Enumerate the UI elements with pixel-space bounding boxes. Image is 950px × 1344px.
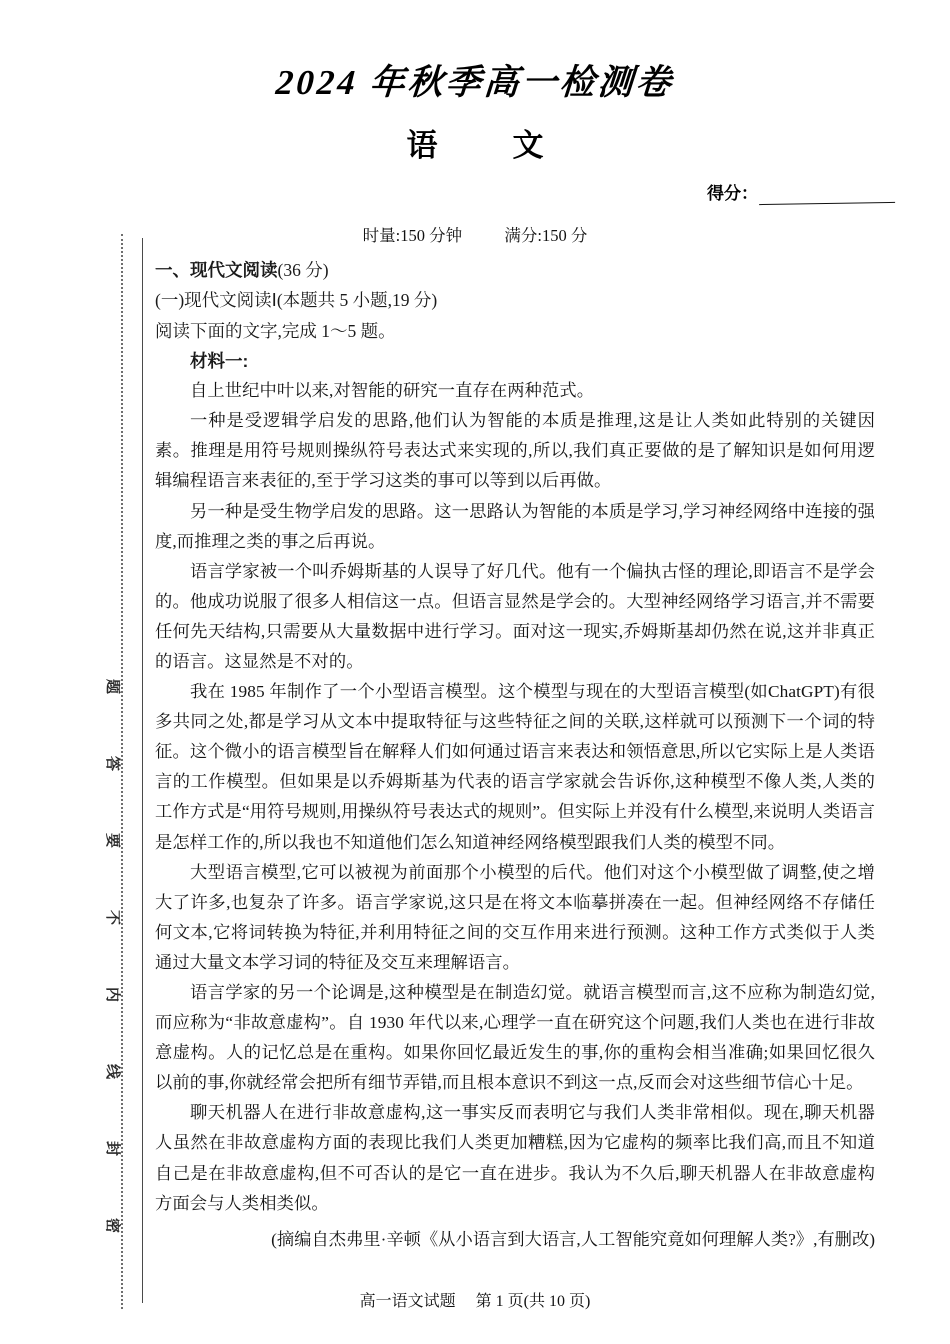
material-label: 材料一: xyxy=(190,350,249,371)
margin-solid-rule xyxy=(142,238,143,1303)
body-paragraph: 另一种是受生物学启发的思路。这一思路认为智能的本质是学习,学习神经网络中连接的强度,而推理之类的事之后再说。 xyxy=(155,501,875,551)
score-box xyxy=(707,179,895,204)
reading-instruction: 阅读下面的文字,完成 1～5 题。 xyxy=(155,320,396,341)
footer-paper-name: 高一语文试题 xyxy=(359,1293,456,1310)
score-label: 得分： xyxy=(707,184,758,203)
exam-title: 2024 年秋季高一检测卷 xyxy=(274,63,676,102)
source-attribution: (摘编自杰弗里·辛顿《从小语言到大语言,人工智能究竟如何理解人类?》,有删改) xyxy=(271,1229,875,1249)
footer-page-info: 第 1 页(共 10 页) xyxy=(475,1293,591,1310)
full-marks: 满分:150 分 xyxy=(504,226,588,245)
score-blank[interactable] xyxy=(759,189,895,205)
body-paragraph: 语言学家的另一个论调是,这种模型是在制造幻觉。就语言模型而言,这不应称为制造幻觉,而应称为“非故意虚构”。自 1930 年代以来,心理学一直在研究这个问题,我们人类也在进行非故意虚构。人的记忆总是在重构。如果你回忆最近发生的事,你的重构会相当准确;如果回忆很久以前的事,你就经常会把所有细节弄错,而且根本意识不到这一点,反而会对这些细节信心十足。 xyxy=(155,983,875,1093)
body-paragraph: 我在 1985 年制作了一个小型语言模型。这个模型与现在的大型语言模型(如ChatGPT)有很多共同之处,都是学习从文本中提取特征与这些特征之间的关联,这样就可以预测下一个词的特征。这个微小的语言模型旨在解释人们如何通过语言来表达和领悟意思,所以它实际上是人类语言的工作模型。但如果是以乔姆斯基为代表的语言学家就会告诉你,这种模型不像人类,人类的工作方式是“用符号规则,用操纵符号表达式的规则”。但实际上并没有什么模型,来说明人类语言是怎样工作的,所以我也不知道他们怎么知道神经网络模型跟我们人类的模型不同。 xyxy=(155,682,875,852)
section-points: (36 分) xyxy=(277,260,329,280)
section-heading-1 xyxy=(155,258,875,283)
seal-notice-text: 密封线内不要答题 xyxy=(104,678,120,1295)
section-heading-text: 一、现代文阅读 xyxy=(155,260,278,280)
time-limit: 时量:150 分钟 xyxy=(362,226,463,245)
subsection-heading: (一)现代文阅读Ⅰ(本题共 5 小题,19 分) xyxy=(155,290,438,311)
body-paragraph: 语言学家被一个叫乔姆斯基的人误导了好几代。他有一个偏执古怪的理论,即语言不是学会的。他成功说服了很多人相信这一点。但语言显然是学会的。大型神经网络学习语言,并不需要任何先天结构,只需要从大量数据中进行学习。面对这一现实,乔姆斯基却仍然在说,这并非真正的语言。这显然是不对的。 xyxy=(155,561,875,671)
body-paragraph: 一种是受逻辑学启发的思路,他们认为智能的本质是推理,这是让人类如此特别的关键因素。推理是用符号规则操纵符号表达式来实现的,所以,我们真正要做的是了解知识是如何用逻辑编程语言来表征的,至于学习这类的事可以等到以后再做。 xyxy=(155,411,875,491)
exam-subject: 语 文 xyxy=(406,128,566,163)
seal-notice-column xyxy=(96,255,124,1295)
exam-body xyxy=(155,258,875,1255)
student-info-column xyxy=(62,255,92,1295)
page-footer xyxy=(0,1288,950,1311)
body-paragraph: 聊天机器人在进行非故意虚构,这一事实反而表明它与我们人类非常相似。现在,聊天机器人虽然在非故意虚构方面的表现比我们人类更加糟糕,因为它虚构的频率比我们高,而且不知道自己是在非故意虚构,但不可否认的是它一直在进步。我认为不久后,聊天机器人在非故意虚构方面会与人类相类似。 xyxy=(155,1103,875,1213)
body-paragraph: 自上世纪中叶以来,对智能的研究一直存在两种范式。 xyxy=(190,381,595,401)
exam-meta xyxy=(0,222,950,246)
sealed-margin xyxy=(0,0,150,1344)
body-paragraph: 大型语言模型,它可以被视为前面那个小模型的后代。他们对这个小模型做了调整,使之增大了许多,也复杂了许多。语言学家说,这只是在将文本临摹拼凑在一起。但神经网络不存储任何文本,它将词转换为特征,并利用特征之间的交互作用来进行预测。这种工作方式类似于人类通过大量文本学习词的特征及交互来理解语言。 xyxy=(155,862,875,972)
